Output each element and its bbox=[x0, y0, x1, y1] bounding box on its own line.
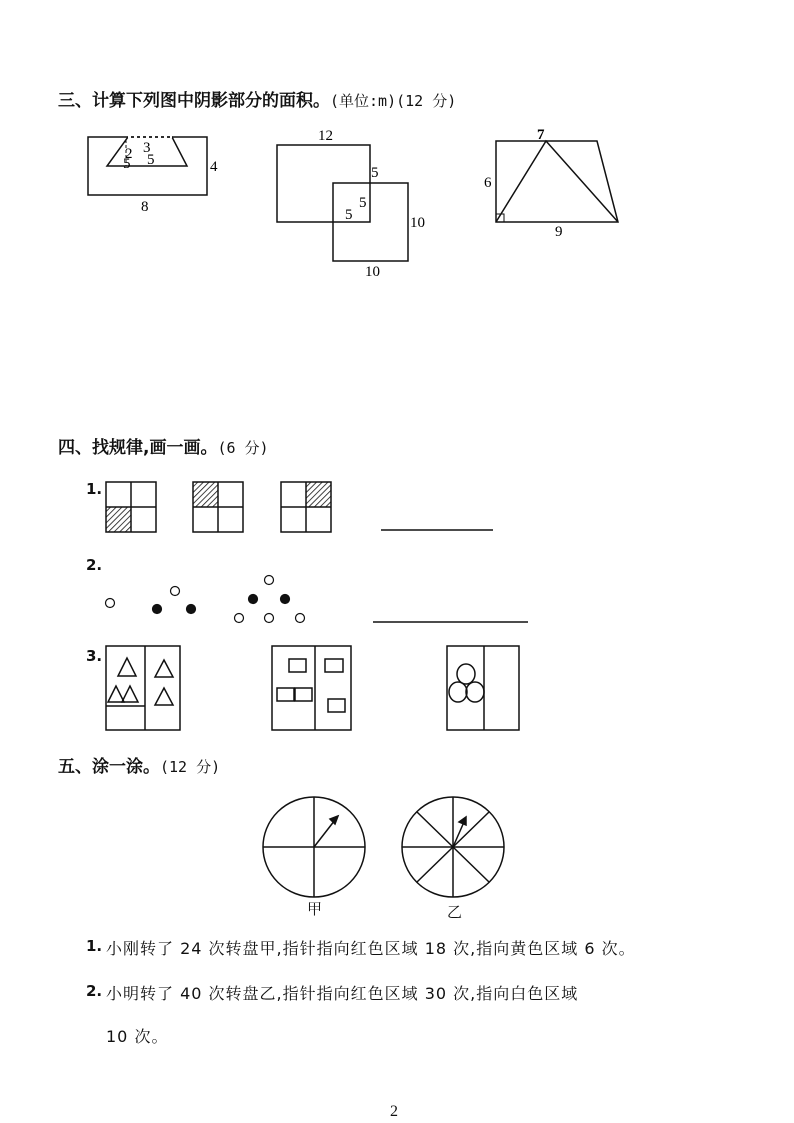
q4-1-number: 1. bbox=[86, 480, 103, 498]
fig2-label-side: 10 bbox=[410, 215, 425, 231]
q1-grid-2 bbox=[193, 482, 243, 532]
section-4-points: (6 分) bbox=[217, 439, 269, 457]
figure-overlapping-rectangles bbox=[277, 128, 425, 280]
section-5-heading bbox=[58, 752, 220, 777]
fig1-label-width: 8 bbox=[141, 199, 149, 215]
spinner-a[interactable] bbox=[263, 797, 365, 897]
fig3-label-top: 7 bbox=[537, 127, 545, 143]
fig1-label-c: 5 bbox=[123, 156, 131, 172]
fig1-label-a: 3 bbox=[143, 140, 151, 156]
spinners bbox=[0, 790, 794, 920]
fig1-label-d: 5 bbox=[147, 152, 155, 168]
q1-grid-1 bbox=[106, 482, 156, 532]
q5-1-text: 小刚转了 24 次转盘甲,指针指向红色区域 18 次,指向黄色区域 6 次。 bbox=[106, 939, 636, 958]
q5-2-text: 小明转了 40 次转盘乙,指针指向红色区域 30 次,指向白色区域 bbox=[106, 984, 579, 1003]
section-4-patterns bbox=[0, 470, 794, 740]
section-3-note: (单位:m)(12 分) bbox=[330, 92, 457, 110]
fig2-label-r3: 5 bbox=[345, 207, 353, 223]
fig2-label-top: 12 bbox=[318, 128, 333, 144]
figure-rectangle-trapezoid bbox=[88, 137, 218, 215]
fig2-label-r1: 5 bbox=[371, 165, 379, 181]
q5-1-number: 1. bbox=[86, 937, 103, 955]
q5-2-text-continued: 10 次。 bbox=[106, 1027, 169, 1046]
q3-box-1 bbox=[106, 646, 180, 730]
page-number: 2 bbox=[390, 1103, 398, 1120]
q4-2-number: 2. bbox=[86, 556, 103, 574]
section-3-title: 三、计算下列图中阴影部分的面积。 bbox=[58, 91, 330, 111]
figure-trapezoid-triangle bbox=[484, 127, 618, 240]
q3-box-3 bbox=[447, 646, 519, 730]
fig2-label-bottom: 10 bbox=[365, 264, 380, 280]
q4-3-number: 3. bbox=[86, 647, 103, 665]
fig1-label-height: 4 bbox=[210, 159, 218, 175]
section-4-title: 四、找规律,画一画。 bbox=[58, 438, 218, 458]
spinner-b-label: 乙 bbox=[447, 903, 464, 921]
fig3-label-bottom: 9 bbox=[555, 224, 563, 240]
q5-2-number: 2. bbox=[86, 982, 103, 1000]
q1-grid-3 bbox=[281, 482, 331, 532]
section-3-figures bbox=[0, 0, 794, 300]
q2-dots bbox=[106, 576, 305, 623]
section-5-title: 五、涂一涂。 bbox=[58, 757, 160, 777]
spinner-a-label: 甲 bbox=[307, 900, 324, 918]
q3-box-2 bbox=[272, 646, 351, 730]
spinner-b[interactable] bbox=[402, 797, 504, 897]
section-5-points: (12 分) bbox=[160, 758, 221, 776]
fig3-label-left: 6 bbox=[484, 175, 492, 191]
section-4-heading bbox=[58, 433, 269, 458]
fig2-label-r2: 5 bbox=[359, 195, 367, 211]
fig1-label-b: 2 bbox=[125, 146, 133, 162]
